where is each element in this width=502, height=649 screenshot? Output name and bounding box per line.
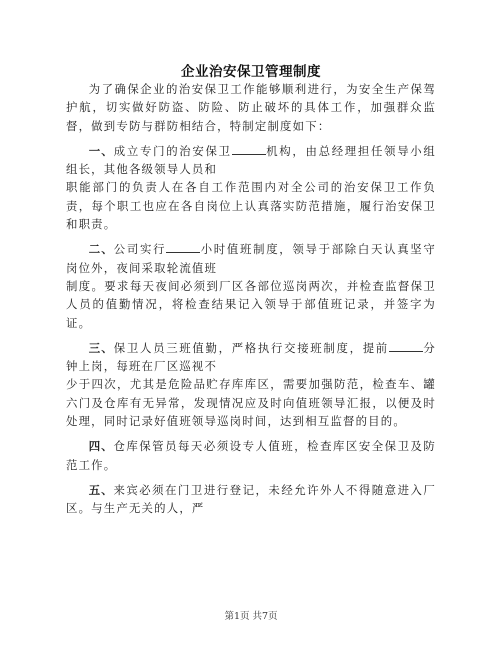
document-body <box>66 80 436 518</box>
section-1-number: 一、 <box>88 143 114 158</box>
section-3-text-a: 保卫人员三班值勤，严格执行交接班制度，提前 <box>113 340 389 355</box>
section-4-text: 仓库保管员每天必须设专人值班，检查库区安全保卫及防范工作。 <box>66 439 436 472</box>
section-2-paragraph <box>66 240 436 277</box>
section-1-paragraph <box>66 142 436 179</box>
section-4-number: 四、 <box>88 439 114 454</box>
section-5-paragraph <box>66 481 436 518</box>
section-1-text-b: 机构，由总经理担任领导小组组长，其他各级领导人员和 <box>66 143 436 177</box>
section-3-continuation: 少于四次，尤其是危险品贮存库库区，需要加强防范，检查车、罐六门及仓库有无异常，发现情况应及时向值班领导汇报，以便及时处理，同时记录好值班领导巡岗时间，达到相互监督的目的。 <box>66 377 436 429</box>
section-3-number: 三、 <box>88 340 114 355</box>
section-5-text: 来宾必须在门卫进行登记，未经允许外人不得随意进入厂区。与生产无关的人，严 <box>66 482 436 516</box>
section-2-text-b: 小时值班制度，领导于部除白天认真坚守岗位外，夜间采取轮流值班 <box>66 242 436 275</box>
section-2-text-a: 公司实行 <box>113 242 167 257</box>
section-3-blank <box>389 340 423 352</box>
section-1-text-a: 成立专门的治安保卫 <box>113 143 232 158</box>
intro-paragraph: 为了确保企业的治安保卫工作能够顺利进行，为安全生产保驾护航，切实做好防盗、防险、防止破坏的具体工作，加强群众监督，做到专防与群防相结合，特制定制度如下： <box>66 82 436 133</box>
section-3-paragraph <box>66 339 436 376</box>
section-3-text-b: 分钟上岗，每班在厂区巡视不 <box>66 340 437 374</box>
section-2-blank <box>166 241 200 253</box>
section-1-continuation: 职能部门的负责人在各自工作范围内对全公司的治安保卫工作负责，每个职工也应在各自岗位上认真落实防范措施，履行治安保卫和职责。 <box>66 180 436 232</box>
section-2-number: 二、 <box>88 242 114 257</box>
document-title: 企业治安保卫管理制度 <box>181 64 321 80</box>
page-footer: 第1页 共7页 <box>224 611 278 622</box>
section-2-continuation: 制度。要求每天夜间必须到厂区各部位巡岗两次，并检查监督保卫人员的值勤情况，将检查结果记入领导于部值班记录，并签字为证。 <box>66 278 436 330</box>
section-5-number: 五、 <box>88 482 114 497</box>
section-1-blank <box>232 143 266 155</box>
section-4-paragraph <box>66 437 436 474</box>
